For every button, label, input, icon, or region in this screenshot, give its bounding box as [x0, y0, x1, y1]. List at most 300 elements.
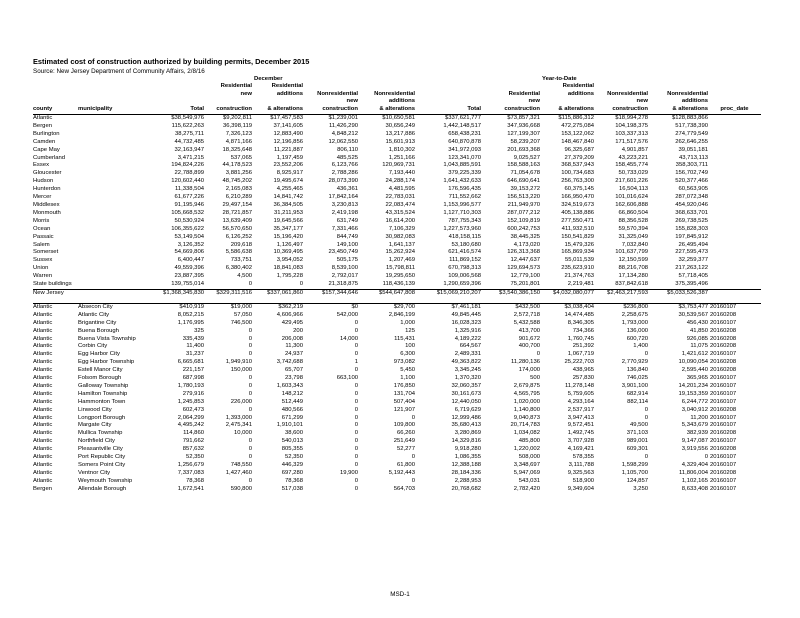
table-cell: 20160107	[710, 414, 737, 421]
table-cell: 3,919,556	[681, 446, 708, 453]
table-cell: Atlantic	[33, 446, 53, 453]
header-ytd-res-new-2: new	[528, 98, 540, 105]
table-cell: 2,679,875	[513, 382, 540, 389]
table-cell: 43,223,221	[618, 154, 648, 161]
table-cell: Salem	[33, 241, 50, 248]
header-proc-date: proc_date	[710, 106, 761, 115]
table-cell: 31,237	[185, 351, 204, 358]
table-cell: 472,275,084	[561, 122, 594, 129]
table-cell	[78, 242, 158, 250]
table-cell: 1,442,148,517	[443, 122, 481, 129]
table-cell: $38,549,976	[171, 115, 204, 122]
table-cell: 12,388,188	[451, 462, 481, 468]
table-cell: 540,013	[281, 438, 303, 445]
table-cell: 436,361	[336, 186, 358, 193]
table-cell: $236,800	[596, 303, 650, 311]
table-cell: 0	[248, 446, 252, 453]
table-cell: 227,595,473	[675, 249, 708, 256]
table-cell: 3,280,869	[454, 430, 481, 437]
table-cell: 3,345,245	[454, 367, 481, 374]
table-cell: Weymouth Township	[78, 477, 133, 484]
table-cell: 91,195,946	[174, 202, 204, 208]
table-cell: 1,672,541	[177, 485, 204, 492]
table-cell: 0	[354, 398, 358, 405]
table-cell	[78, 226, 158, 234]
table-row	[33, 320, 761, 328]
table-cell: $18,994,278	[615, 115, 648, 122]
table-cell: Atlantic	[33, 406, 53, 413]
table-cell: 711,552,662	[448, 194, 481, 201]
table-cell: 368,537,943	[561, 162, 594, 169]
table-cell: 663,100	[336, 375, 358, 382]
table-cell: 0	[354, 414, 358, 421]
table-cell: 0	[248, 477, 252, 484]
table-cell: 20160208	[710, 311, 737, 318]
table-cell: 446,329	[281, 462, 303, 468]
header-nonres-new-1: Nonresidential	[317, 90, 358, 97]
header-ytd-res-new-1: Residential	[508, 90, 540, 97]
table-cell: 0	[248, 382, 252, 389]
table-cell: 0	[248, 351, 252, 358]
header-ytd-res-new-3: construction	[483, 106, 542, 115]
table-cell: 31,211,953	[273, 209, 303, 216]
table-cell: 12,447,637	[510, 257, 540, 264]
table-cell: 1,949,910	[225, 359, 252, 366]
table-row	[33, 343, 761, 351]
header-res-add-1: Residential	[271, 83, 303, 90]
table-cell: Northfield City	[78, 438, 115, 445]
table-cell: $2,463,217,593	[607, 289, 648, 296]
table-cell: 379,225,339	[448, 170, 481, 177]
table-cell: 1,220,002	[513, 446, 540, 453]
table-cell: 125	[405, 327, 415, 334]
table-cell: 8,346,305	[567, 319, 594, 326]
table-cell: 20160208	[710, 367, 737, 374]
table-cell: 15,262,924	[385, 249, 415, 256]
table-cell: $19,000	[206, 303, 254, 311]
table-cell: 2,489,331	[454, 351, 481, 358]
table-cell: Bergen	[33, 485, 52, 492]
table-cell: 5,586,638	[225, 249, 252, 256]
table-cell: 2,537,917	[567, 406, 594, 413]
table-cell: $10,650,581	[382, 115, 415, 122]
table-cell: 1,427,460	[225, 469, 252, 476]
table-cell: Atlantic	[33, 454, 53, 461]
table-row	[33, 218, 761, 226]
table-cell: Linwood City	[78, 406, 112, 413]
table-cell: 6,300	[400, 351, 415, 358]
table-cell: 1,393,000	[225, 414, 252, 421]
table-cell: 211,949,970	[507, 202, 540, 208]
table-cell: Ocean	[33, 225, 51, 232]
table-cell: 176,850	[393, 382, 415, 389]
header-ytd-total: Total	[417, 106, 483, 115]
table-cell	[710, 265, 761, 273]
table-row	[33, 375, 761, 383]
table-cell: 1,400	[633, 343, 648, 350]
table-cell: 14,841,742	[273, 194, 303, 201]
table-cell: 413,700	[518, 327, 540, 334]
table-cell: 5,343,679	[681, 422, 708, 429]
table-cell: 54,669,806	[174, 249, 204, 256]
table-cell: 262,646,255	[675, 138, 708, 145]
table-cell: 20160208	[710, 327, 737, 334]
table-cell: 324,519,673	[561, 202, 594, 208]
table-cell: Passaic	[33, 233, 54, 240]
table-cell: 8,633,408	[681, 485, 708, 492]
table-cell: 429,495	[281, 319, 303, 326]
table-cell: 10,000	[233, 430, 252, 437]
table-cell: 23,552,206	[273, 162, 303, 169]
table-cell: 235,623,910	[561, 265, 594, 272]
table-cell	[78, 123, 158, 131]
table-cell	[78, 186, 158, 194]
table-cell: 49,559,396	[174, 265, 204, 272]
table-cell: Atlantic	[33, 414, 53, 421]
table-cell: Atlantic	[33, 303, 78, 311]
table-cell: Atlantic	[33, 335, 53, 342]
table-cell: 109,800	[393, 422, 415, 429]
table-cell: 0	[354, 422, 358, 429]
table-cell	[710, 273, 761, 281]
table-cell: 14,000	[339, 335, 358, 342]
table-row	[33, 391, 761, 399]
table-cell: 6,126,252	[225, 233, 252, 240]
table-cell: 11,075	[690, 343, 708, 350]
table-row	[33, 289, 761, 297]
table-cell: 58,239,207	[510, 138, 540, 145]
table-cell: 0	[354, 319, 358, 326]
table-cell: $29,700	[360, 303, 417, 311]
table-row	[33, 312, 761, 320]
table-cell: Corbin City	[78, 343, 108, 350]
table-row	[33, 178, 761, 186]
table-cell: 18,841,083	[273, 265, 303, 272]
table-cell: $1,368,345,830	[163, 289, 204, 296]
table-cell: Bergen	[33, 122, 52, 129]
table-cell: 341,972,093	[448, 146, 481, 153]
table-cell: 78,368	[284, 477, 303, 484]
page-footer: MSD-1	[390, 591, 410, 598]
table-row	[33, 328, 761, 336]
construction-cost-table	[33, 76, 761, 494]
table-cell: $4,032,080,077	[553, 289, 594, 296]
table-cell: 2,792,017	[331, 273, 358, 280]
table-cell: 20160208	[710, 430, 737, 437]
table-cell	[78, 170, 158, 178]
table-cell: 9,325,563	[567, 469, 594, 476]
table-cell: 805,355	[281, 446, 303, 453]
table-cell: 32,060,357	[451, 382, 481, 389]
table-cell: 200	[293, 327, 303, 334]
table-cell: 382,939	[686, 430, 708, 437]
table-cell	[710, 123, 761, 131]
table-cell	[710, 131, 761, 139]
table-cell: 1,176,995	[177, 319, 204, 326]
table-cell: 7,331,466	[331, 225, 358, 232]
table-cell: 22,788,899	[174, 170, 204, 177]
table-cell: 658,438,231	[448, 130, 481, 137]
table-cell: Folsom Borough	[78, 375, 122, 382]
table-cell: 787,755,343	[448, 217, 481, 224]
table-cell: 3,348,697	[513, 462, 540, 468]
table-cell: 12,999,486	[451, 414, 481, 421]
table-cell: 274,779,549	[675, 130, 708, 137]
table-cell	[78, 210, 158, 218]
table-cell: 96,325,687	[564, 146, 594, 153]
table-cell: 517,738,390	[675, 122, 708, 129]
table-cell: 279,916	[182, 390, 204, 397]
table-cell: 9,349,604	[567, 485, 594, 492]
table-cell: 103,337,313	[615, 130, 648, 137]
table-cell	[78, 147, 158, 155]
table-cell: 26,495,494	[678, 241, 708, 248]
table-cell: 733,751	[230, 257, 252, 264]
table-cell: 251,392	[572, 343, 594, 350]
table-row	[33, 478, 761, 486]
table-cell: 21,374,763	[564, 273, 594, 280]
table-cell: Brigantine City	[78, 319, 117, 326]
table-cell: 35,347,177	[273, 225, 303, 232]
table-cell: 411,932,510	[561, 225, 594, 232]
table-cell: 926,085	[686, 335, 708, 342]
table-cell: 20160107	[710, 375, 737, 382]
table-cell: 217,263,122	[675, 265, 708, 272]
table-cell: Longport Borough	[78, 414, 126, 421]
table-cell: $7,461,181	[417, 303, 483, 311]
table-cell: 14,329,816	[451, 438, 481, 445]
table-cell: Mullica Township	[78, 430, 123, 437]
table-cell: 11,400	[186, 343, 204, 350]
table-cell: 104,198,375	[615, 122, 648, 129]
table-cell: 15,798,811	[385, 265, 415, 272]
table-cell: 1,641,432,633	[443, 178, 481, 185]
table-cell	[78, 202, 158, 210]
table-cell	[710, 202, 761, 210]
table-cell	[78, 194, 158, 202]
table-cell: 335,439	[182, 335, 204, 342]
table-cell: 8,052,215	[177, 311, 204, 318]
table-cell: 4,500	[237, 273, 252, 280]
table-cell: 4,173,020	[513, 241, 540, 248]
table-row	[33, 303, 761, 311]
table-cell	[710, 178, 761, 186]
table-cell	[710, 218, 761, 226]
table-cell: $337,061,860	[266, 289, 303, 296]
table-cell: 287,072,348	[675, 194, 708, 201]
table-cell: 485,525	[336, 154, 358, 161]
table-cell: 6,244,772	[681, 398, 708, 405]
table-cell: 53,180,680	[451, 241, 481, 248]
table-cell: 30,982,083	[385, 233, 415, 240]
table-row	[33, 194, 761, 202]
table-cell: 131,704	[393, 390, 415, 397]
table-cell: 1,603,343	[276, 382, 303, 389]
table-cell: 41,850	[689, 327, 708, 334]
table-cell: 2,595,440	[681, 367, 708, 374]
table-cell: 5,432,588	[513, 319, 540, 326]
table-cell: $432,500	[483, 303, 542, 311]
table-cell	[710, 257, 761, 265]
table-cell: 126,313,368	[507, 249, 540, 256]
table-cell: 0	[644, 351, 648, 358]
table-cell: Galloway Township	[78, 382, 129, 389]
table-cell	[78, 289, 158, 297]
table-cell: Atlantic	[33, 375, 53, 382]
table-cell: 27,379,209	[564, 154, 594, 161]
table-cell: 1,492,745	[567, 430, 594, 437]
table-cell: 31,325,049	[618, 233, 648, 240]
table-cell: 43,315,524	[385, 209, 415, 216]
table-row	[33, 186, 761, 194]
table-cell: 697,280	[281, 469, 303, 476]
table-cell: 687,998	[182, 375, 204, 382]
table-row	[33, 131, 761, 139]
table-cell: 1,370,320	[454, 375, 481, 382]
table-cell: 12,150,599	[618, 257, 648, 264]
table-cell	[78, 218, 158, 226]
table-cell: 3,040,912	[681, 406, 708, 413]
table-cell: 1,126,497	[276, 241, 303, 248]
table-cell: 60,375,145	[564, 186, 594, 193]
table-cell: 0	[354, 477, 358, 484]
table-cell: 621,416,574	[448, 249, 481, 256]
table-cell: Atlantic	[33, 477, 53, 484]
table-cell: 537,065	[230, 154, 252, 161]
table-row	[33, 281, 761, 289]
table-cell: 9,918,280	[454, 446, 481, 453]
table-cell: 30,656,249	[385, 122, 415, 129]
table-cell: 49,845,445	[451, 311, 481, 318]
table-cell	[78, 131, 158, 139]
table-cell: 148,212	[281, 390, 303, 397]
table-cell: 0	[248, 327, 252, 334]
table-row	[33, 462, 761, 470]
table-row	[33, 430, 761, 438]
table-cell: 4,255,465	[276, 186, 303, 193]
table-cell: 206,008	[281, 335, 303, 342]
table-cell: 857,632	[182, 446, 204, 453]
table-cell: 20160107	[710, 303, 761, 311]
table-cell: 32,163,947	[174, 146, 204, 153]
table-cell: 121,907	[393, 406, 415, 413]
table-cell: 15,196,420	[273, 233, 303, 240]
table-cell: 564,703	[393, 485, 415, 492]
table-cell: 6,123,766	[331, 162, 358, 169]
table-cell: 1,795,228	[276, 273, 303, 280]
table-cell: 0	[704, 454, 708, 461]
table-cell: 11,806,004	[678, 469, 708, 476]
table-cell: 136,000	[626, 327, 648, 334]
table-cell: 989,001	[626, 438, 648, 445]
table-cell: 508,000	[518, 454, 540, 461]
table-body	[33, 115, 761, 494]
table-cell: 3,881,256	[225, 170, 252, 177]
table-cell: Atlantic	[33, 343, 53, 350]
table-cell: 139,755,014	[158, 281, 206, 289]
table-cell: 52,350	[185, 454, 204, 461]
table-cell: 2,165,083	[225, 186, 252, 193]
table-cell: 101,637,799	[615, 249, 648, 256]
table-cell: 11,200	[690, 414, 708, 421]
table-cell: 6,380,402	[225, 265, 252, 272]
table-row	[33, 273, 761, 281]
table-cell: 20,768,682	[451, 485, 481, 492]
table-cell: 1,641,137	[388, 241, 415, 248]
table-cell	[78, 281, 158, 289]
table-cell: 0	[354, 438, 358, 445]
report-source: Source: New Jersey Department of Community Affairs, 2/8/16	[33, 68, 205, 75]
table-cell: New Jersey	[33, 289, 64, 296]
table-row	[33, 155, 761, 163]
table-cell: 4,565,795	[513, 390, 540, 397]
table-cell: 12,883,490	[273, 130, 303, 137]
table-cell: 0	[248, 375, 252, 382]
table-cell: 2,219,481	[542, 281, 596, 289]
table-cell: 20160208	[710, 359, 737, 366]
table-cell: 123,341,070	[448, 154, 481, 161]
table-cell: 277,550,471	[561, 217, 594, 224]
table-cell: 71,054,678	[510, 170, 540, 177]
table-cell: 156,702,749	[675, 170, 708, 177]
table-cell: $329,311,516	[216, 289, 252, 296]
table-cell: 791,662	[182, 438, 204, 445]
table-cell: Atlantic	[33, 438, 53, 445]
table-cell: 0	[354, 382, 358, 389]
table-cell: Monmouth	[33, 209, 61, 216]
table-cell: 44,178,523	[222, 162, 252, 169]
table-cell: 3,707,928	[567, 438, 594, 445]
table-cell: 88,356,528	[618, 217, 648, 224]
table-cell: 7,337,083	[177, 469, 204, 476]
table-cell: 221,157	[182, 367, 204, 374]
table-cell: 5,192,443	[388, 469, 415, 476]
table-cell: Burlington	[33, 130, 60, 137]
table-cell: 18,325,648	[222, 146, 252, 153]
table-cell: 153,122,062	[561, 130, 594, 137]
table-cell	[710, 289, 761, 297]
table-cell: 120,969,731	[382, 162, 415, 169]
table-cell: Somerset	[33, 249, 59, 256]
table-cell: 0	[644, 414, 648, 421]
table-cell: 11,280,136	[510, 359, 540, 366]
table-cell: 1,598,299	[621, 462, 648, 468]
table-row	[33, 234, 761, 242]
table-cell	[710, 210, 761, 218]
table-cell: 0	[354, 446, 358, 453]
header-nonres-new-2: new	[346, 98, 358, 105]
table-cell: 59,570,394	[618, 225, 648, 232]
table-cell: 0	[248, 454, 252, 461]
table-cell: 48,745,202	[222, 178, 252, 185]
table-cell: Atlantic	[33, 351, 53, 358]
table-cell	[78, 249, 158, 257]
table-cell: Atlantic	[33, 327, 53, 334]
table-cell: Atlantic	[33, 398, 53, 405]
table-cell	[78, 273, 158, 281]
table-cell: 0	[354, 406, 358, 413]
table-row	[33, 446, 761, 454]
table-cell: 0	[248, 390, 252, 397]
table-cell: 39,153,272	[510, 186, 540, 193]
table-cell: 12,440,050	[451, 398, 481, 405]
table-cell: 171,517,576	[615, 138, 648, 145]
table-cell: 19,495,674	[273, 178, 303, 185]
table-cell: 806,110	[337, 146, 358, 153]
table-cell: Buena Vista Township	[78, 335, 136, 342]
table-cell: 217,601,226	[615, 178, 648, 185]
table-cell	[78, 178, 158, 186]
